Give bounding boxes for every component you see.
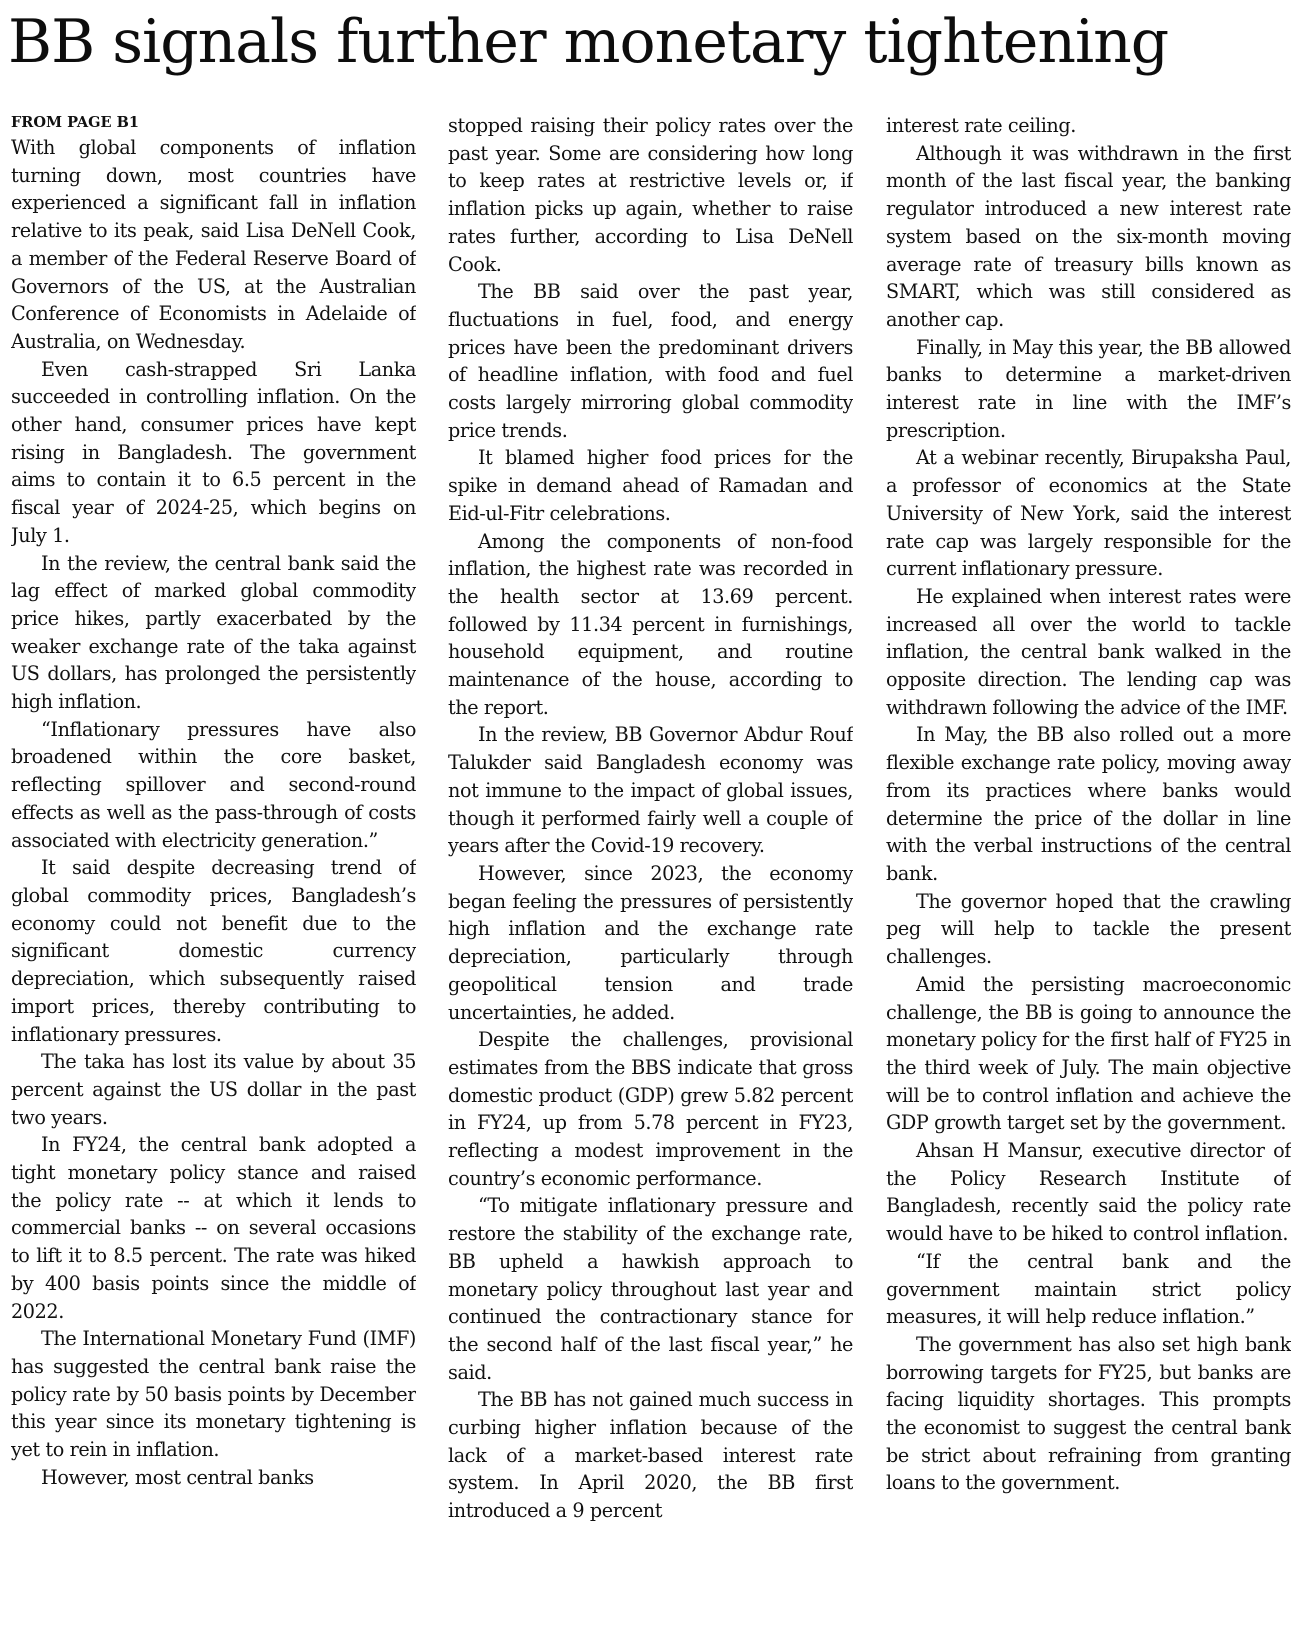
paragraph: In the review, the central bank said the lag effect of marked global commodity price hikes, partly exacerbated by the weaker exchange rate of the taka against US dollars, has prolonged the persistently high inflation.: [11, 551, 416, 714]
paragraph: The BB has not gained much success in curbing higher inflation because of the lack of a market-based interest rate system. In April 2020, the BB first introduced a 9 percent: [448, 1388, 853, 1523]
paragraph: “Inflationary pressures have also broadened within the core basket, reflecting spillover and second-round effects as well as the pass-through of costs associated with electricity generation.”: [11, 717, 416, 852]
paragraph: Finally, in May this year, the BB allowed banks to determine a market-driven interest rate in line with the IMF’s prescription.: [886, 335, 1291, 442]
paragraph: It blamed higher food prices for the spike in demand ahead of Ramadan and Eid-ul-Fitr celebrations.: [448, 446, 853, 525]
paragraph: Despite the challenges, provisional estimates from the BBS indicate that gross domestic product (GDP) grew 5.82 percent in FY24, up from 5.78 percent in FY23, reflecting a modest improvement in the country’s economic performance.: [448, 1028, 853, 1190]
paragraph: In the review, BB Governor Abdur Rouf Talukder said Bangladesh economy was not immune to the impact of global issues, though it performed fairly well a couple of years after the Covid-19 recovery.: [448, 723, 853, 858]
article-column-2: [448, 112, 853, 1642]
paragraph: Even cash-strapped Sri Lanka succeeded in controlling inflation. On the other hand, consumer prices have kept rising in Bangladesh. The government aims to contain it to 6.5 percent in the fiscal year of 2024-25, which begins on July 1.: [11, 357, 416, 547]
paragraph: Although it was withdrawn in the first month of the last fiscal year, the banking regulator introduced a new interest rate system based on the six-month moving average rate of treasury bills known as SMART, which was still considered as another cap.: [886, 141, 1291, 331]
paragraph: It said despite decreasing trend of global commodity prices, Bangladesh’s economy could not benefit due to the significant domestic currency depreciation, which subsequently raised import prices, thereby contributing to inflationary pressures.: [11, 856, 416, 1046]
paragraph: interest rate ceiling.: [886, 114, 1076, 137]
paragraph: “If the central bank and the government maintain strict policy measures, it will help reduce inflation.”: [886, 1249, 1291, 1329]
paragraph: In FY24, the central bank adopted a tight monetary policy stance and raised the policy rate -- at which it lends to commercial banks -- on several occasions to lift it to 8.5 percent. The rate was hiked by 400 basis points since the middle of 2022.: [11, 1133, 416, 1323]
paragraph: Ahsan H Mansur, executive director of the Policy Research Institute of Bangladesh, recently said the policy rate would have to be hiked to control inflation.: [886, 1139, 1291, 1246]
paragraph: However, most central banks: [41, 1465, 314, 1489]
paragraph: In May, the BB also rolled out a more flexible exchange rate policy, moving away from its practices where banks would determine the price of the dollar in line with the verbal instructions of the central bank.: [886, 723, 1291, 885]
paragraph: “To mitigate inflationary pressure and restore the stability of the exchange rate, BB upheld a hawkish approach to monetary policy throughout last year and continued the contractionary stance for the second half of the last fiscal year,” he said.: [448, 1194, 853, 1384]
page-jump-kicker: FROM PAGE B1: [11, 114, 140, 131]
paragraph: Amid the persisting macroeconomic challenge, the BB is going to announce the monetary policy for the first half of FY25 in the third week of July. The main objective will be to control inflation and achieve the GDP growth target set by the government.: [886, 972, 1291, 1135]
paragraph: With global components of inflation turning down, most countries have experienced a significant fall in inflation relative to its peak, said Lisa DeNell Cook, a member of the Federal Reserve Board of Governors of the US, at the Australian Conference of Economists in Adelaide of Australia, on Wednesday.: [11, 136, 416, 353]
paragraph: At a webinar recently, Birupaksha Paul, a professor of economics at the State University of New York, said the interest rate cap was largely responsible for the current inflationary pressure.: [886, 446, 1291, 581]
headline: BB signals further monetary tightening: [8, 7, 1169, 77]
article-column-3: [886, 112, 1291, 1642]
paragraph: stopped raising their policy rates over the past year. Some are considering how long to keep rates at restrictive levels or, if inflation picks up again, whether to raise rates further, according to Lisa DeNell Cook.: [448, 114, 853, 276]
paragraph: The International Monetary Fund (IMF) has suggested the central bank raise the policy rate by 50 basis points by December this year since its monetary tightening is yet to rein in inflation.: [11, 1327, 416, 1462]
paragraph: Among the components of non-food inflation, the highest rate was recorded in the health sector at 13.69 percent. followed by 11.34 percent in furnishings, household equipment, and routine maintenance of the house, according to the report.: [448, 529, 853, 719]
paragraph: The BB said over the past year, fluctuations in fuel, food, and energy prices have been the predominant drivers of headline inflation, with food and fuel costs largely mirroring global commodity price trends.: [448, 280, 853, 442]
article-column-1: [11, 112, 416, 1642]
paragraph: The taka has lost its value by about 35 percent against the US dollar in the past two years.: [11, 1050, 416, 1129]
paragraph: He explained when interest rates were increased all over the world to tackle inflation, the central bank walked in the opposite direction. The lending cap was withdrawn following the advice of the IMF.: [886, 584, 1291, 719]
paragraph: The governor hoped that the crawling peg will help to tackle the present challenges.: [886, 889, 1291, 969]
paragraph: However, since 2023, the economy began feeling the pressures of persistently high inflation and the exchange rate depreciation, particularly through geopolitical tension and trade uncertainties, he added.: [448, 861, 853, 1024]
paragraph: The government has also set high bank borrowing targets for FY25, but banks are facing liquidity shortages. This prompts the economist to suggest the central bank be strict about refraining from granting loans to the government.: [886, 1332, 1291, 1495]
